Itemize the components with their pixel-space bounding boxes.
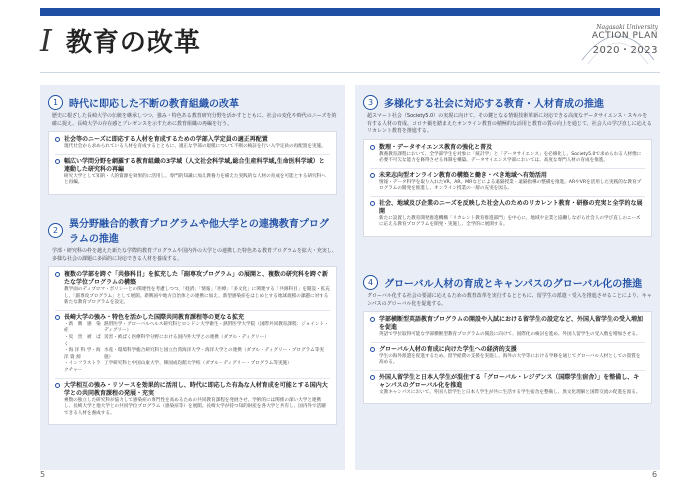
row-key: ・災 害 被 ば く <box>64 334 106 347</box>
chapter-heading <box>40 22 201 59</box>
section-box <box>363 311 652 404</box>
item-body: 文教キャンパスにおいて、外国人留学生と日本人学生が共に生活する学生宿舎を整備し、異文化理解と国際交流の促進を図る。 <box>379 389 641 395</box>
section-title: 異分野融合的教育プログラムや他大学との連携教育プログラムの推進 <box>69 219 329 245</box>
table-row <box>64 361 330 374</box>
list-item <box>55 271 330 307</box>
section-description: グローバル化する社会の要請に応えるための教育改革を実行するとともに、留学生の派遣・受入を推進させることにより、キャンパスのグローバル化を促進する。 <box>367 293 652 307</box>
section-4 <box>363 275 652 404</box>
table-row <box>64 322 330 335</box>
section-box <box>363 139 652 238</box>
header-rule <box>40 72 660 73</box>
list-item <box>55 158 330 187</box>
item-title: 社会、地域及び企業のニーズを反映した社会人のためのリカレント教育・研修の充実と全学的な展開 <box>379 199 643 215</box>
right-panel <box>355 85 660 470</box>
bullet-icon <box>55 315 60 320</box>
left-panel <box>40 85 345 470</box>
section-description: 超スマート社会（Society5.0）の実現に向けて、その鍵となる情報技術革新に対応できる高度なデータサイエンス・スキルを有する人材の育成、コロナ禍を踏まえたオンライン教育の積極的な活用と教育の質の向上を通じて、社会人の学び直しに応えるリカレント教育を推進する。 <box>367 113 652 134</box>
chapter-number: Ⅰ <box>40 24 52 59</box>
item-body: 教養教育課程において、全学部学生を対象に「統計学」と「データサイエンス」を必修化し、Society5.0で求められる人材像に必要不可欠な能力を修得させる体制を構築。データサイエンス学部においては、高度な専門人材の育成を推進。 <box>379 151 642 164</box>
row-key: ・海 洋 科 学・海 洋 資 源 <box>64 348 101 360</box>
section-1 <box>48 95 337 195</box>
top-accent-bar <box>40 8 660 16</box>
item-body: 教学面のディプロマ・ポリシーとの関連性を考慮しつつ、「経済」「情報」「医療」「多文化」に関連する「共修科目」を開設・拡充し、「副専攻プログラム」として展開。新興国や地方自治体との連携に加え、新型感染症をはじめとする地球規模の課題に対する新たな教育プログラムを設定。 <box>64 287 330 306</box>
bullet-icon <box>370 317 375 322</box>
bullet-icon <box>370 375 375 380</box>
item-body: 新たに設置した教育開発推進機構「リカレント教育推進部門」を中心に、地域や企業と協働しながら社会人の学び直しのニーズに応える教育プログラムを開発・実施し、全学的に展開する。 <box>379 215 641 228</box>
bullet-icon <box>370 347 375 352</box>
bullet-icon <box>370 145 375 150</box>
section-description: 歴史に根ざした長崎大学の伝統を継承しつつ、強み・特色ある教育研究分野を活かすとともに、社会の変化や時代のニーズを的確に捉え、長崎大学の存在感とプレゼンスを示すために教育組織の再編を行う。 <box>52 113 337 127</box>
item-title: 複数の学部を跨ぐ「共修科目」を拡充した「副専攻プログラム」の展開と、複数の研究科を跨ぐ新たな学位プログラムの構築 <box>64 271 328 286</box>
divider <box>55 378 330 379</box>
section-3 <box>363 95 652 237</box>
item-title: 長崎大学の強み・特色を活かした国際共同教育課程等の更なる拡充 <box>64 313 245 321</box>
item-title: 学部横断型英語教育プログラムの開設や入試における留学生の設定など、外国人留学生の受入増加を促進 <box>379 316 643 331</box>
divider <box>370 168 645 169</box>
row-value: 災害・被ばく医療科学分野における国内外大学との連携（ダブル・ディグリー） <box>104 334 269 340</box>
section-title: グローバル人材の育成とキャンパスのグローバル化の推進 <box>384 279 643 290</box>
logo-years: 2020・2023 <box>592 45 658 56</box>
divider <box>370 196 645 197</box>
logo-university: Nagasaki University <box>596 24 658 31</box>
item-title: グローバル人材の育成に向けた学生への経済的支援 <box>379 345 517 353</box>
item-body: 情報・データ科学を取り入れたVR、AR、MRなどによる遠隔授業・遠隔指導の整備を推進。ARやVRを活用した実践的な教育プログラムの開発を推進し、オンライン授業の一層の充実を図る。 <box>379 179 642 192</box>
item-body: 英語で学位取得可能な学部横断型教育プログラムの開設に向けて、国際化の検討を進め、外国人留学生の受入数を増加させる。 <box>379 332 641 337</box>
list-item <box>370 346 645 367</box>
bullet-icon <box>55 272 60 277</box>
item-body: 学生の海外派遣を促進するため、留学経費の支援を実施し、海外の大学等における学修を通じてグローバル人材としての資質を高める。 <box>379 353 641 366</box>
list-item <box>370 172 645 193</box>
bullet-icon <box>370 201 375 206</box>
bullet-icon <box>55 137 60 142</box>
list-item <box>55 136 330 151</box>
item-title: 外国人留学生と日本人学生が混住する「グローバル・レジデンス（国際学生宿舎）」を整備し、キャンパスのグローバル化を推進 <box>379 373 640 389</box>
action-plan-logo <box>578 20 658 56</box>
page-number-right: 6 <box>652 470 658 479</box>
item-title: 数理・データサイエンス教育の強化と普及 <box>379 143 493 151</box>
divider <box>370 342 645 343</box>
item-body: 研究大学として知的・人的資源を効果的に活用し、専門的知識に加え教養力を備えた実践的な人材の育成を可能とする研究科へと再編。 <box>64 173 326 186</box>
section-title: 多様化する社会に対応する教育・人材育成の推進 <box>384 99 604 110</box>
item-title: 大学相互の強み・リソースを効果的に活用し、時代に即応した有為な人材育成を可能とする国内大学との共同教育課程の発展・充実 <box>64 381 328 397</box>
divider <box>55 154 330 155</box>
list-item <box>55 382 330 418</box>
section-number-badge: 1 <box>48 95 63 110</box>
section-description: 学部・研究科の枠を越えた新たな学際的教育プログラムや国内外の大学との連携した特色ある教育プログラムを拡大・充実し、多様な社会の課題に多面的に対応できる人材を養成する。 <box>52 248 337 262</box>
section-2 <box>48 215 337 425</box>
table-row <box>64 335 330 348</box>
section-number-badge: 3 <box>363 95 378 110</box>
list-item <box>370 316 645 339</box>
bullet-icon <box>55 159 60 164</box>
divider <box>370 370 645 371</box>
item-title: 未来志向型オンライン教育の構築と働き・べき地域へ有効活用 <box>379 171 547 179</box>
list-item <box>370 374 645 397</box>
chapter-title: 教育の改革 <box>65 28 201 58</box>
row-value: 工学研究科と中国山東大学、韓国成均館大学校（ダブル・ディグリー・プログラム等実施） <box>104 361 292 367</box>
logo-plan: ACTION PLAN <box>591 31 658 41</box>
section-number-badge: 2 <box>48 223 63 238</box>
item-title: 社会等のニーズに即応する人材を育成するための学部入学定員の適正再配置 <box>64 136 268 143</box>
row-value: 水産・環境科学総合研究科と国立台湾海洋大学・海洋大学との連携（ダブル・ディグリー・プログラム等実施） <box>104 348 324 360</box>
section-number-badge: 4 <box>363 275 378 290</box>
bullet-icon <box>55 383 60 388</box>
bullet-icon <box>370 173 375 178</box>
divider <box>55 310 330 311</box>
list-item <box>370 200 645 229</box>
section-title: 時代に即応した不断の教育組織の改革 <box>69 99 239 110</box>
list-item <box>370 144 645 165</box>
page-number-left: 5 <box>40 470 46 479</box>
row-key: ・インフラストラクチャー <box>64 361 101 373</box>
row-value: 熱帯医学・グローバルヘルス研究科とロンドン大学衛生・熱帯医学大学院（国際共同教育課程：ジョイント・ディグリー） <box>104 321 329 334</box>
item-title: 幅広い学問分野を網羅する教育組織の3学域（人文社会科学域,総合生産科学域,生命医科学域）と連動した研究科の再編 <box>64 157 325 173</box>
table-row <box>64 348 330 361</box>
item-body: 現代社会から求められている人材を育成するとともに、適正な学部の規模について不断の検証を行い入学定員の再配置を実施。 <box>64 144 326 149</box>
section-box <box>48 266 337 425</box>
row-key: ・新 興 感 染 症 <box>64 321 106 334</box>
item-body: 複数の独立した研究科が協力して感染症の専門性を高めるための共同教育課程を発展させ、学術的には関係の深い大学と連携し、長崎大学と他大学との共同学位プログラム（感染症等）を展開。長崎大学が持つ知的財産を各大学と共有し、国内外で活躍できる人材を養成する。 <box>64 397 326 416</box>
section-box <box>48 131 337 195</box>
list-item <box>55 314 330 375</box>
